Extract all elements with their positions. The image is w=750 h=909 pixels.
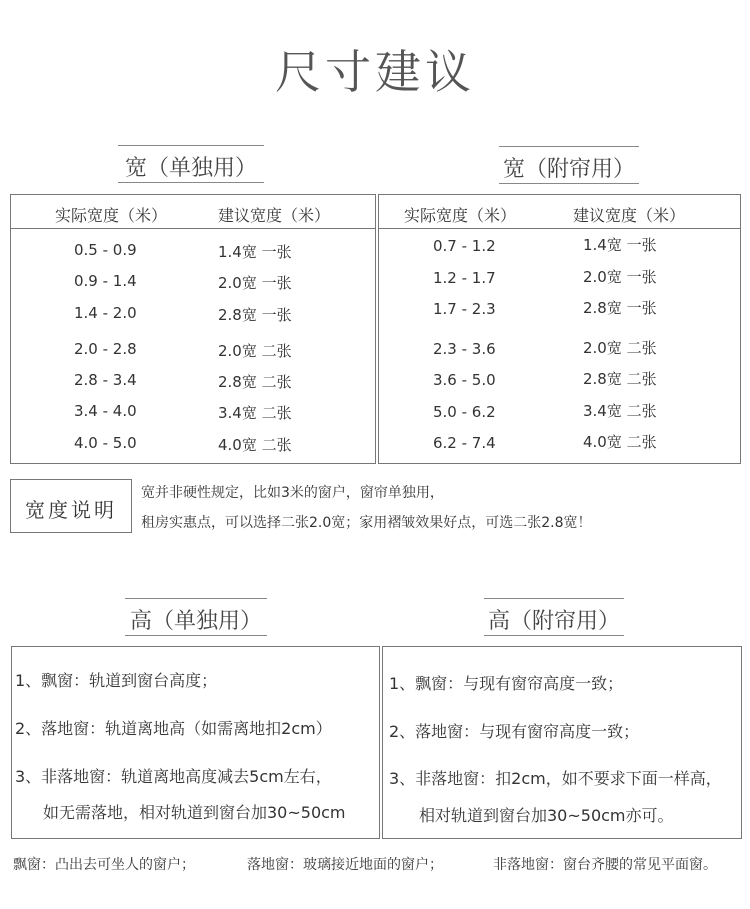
table-cell: 1.4 - 2.0 [74,304,137,322]
title-top-rule [118,145,264,146]
width-note-line-2: 租房实惠点，可以选择二张2.0宽；家用褶皱效果好点，可选二张2.8宽！ [141,515,592,531]
table-cell: 0.7 - 1.2 [433,237,496,255]
table-cell: 2.0宽 一张 [583,268,657,286]
table-cell: 2.0宽 二张 [218,342,292,360]
width-note-label: 宽度说明 [25,498,117,522]
width-standalone-title [118,145,264,183]
header-divider [11,228,375,229]
table-cell: 2.3 - 3.6 [433,340,496,358]
col-suggested-width: 建议宽度（米） [218,206,331,225]
page-title: 尺寸建议 [275,45,475,99]
table-cell: 1.7 - 2.3 [433,300,496,318]
col-actual-width: 实际宽度（米） [55,206,168,225]
table-cell: 0.5 - 0.9 [74,241,137,259]
title-top-rule [484,598,624,599]
table-cell: 3.4宽 二张 [218,404,292,422]
table-cell: 2.8 - 3.4 [74,371,137,389]
width-note-label-box [10,479,132,533]
table-cell: 3.4 - 4.0 [74,402,137,420]
table-cell: 3.6 - 5.0 [433,371,496,389]
height-standalone-item-1: 1、飘窗：轨道到窗台高度； [15,671,218,690]
height-standalone-item-3-cont: 如无需落地，相对轨道到窗台加30~50cm [43,803,346,822]
table-cell: 2.8宽 二张 [583,370,657,388]
title-top-rule [499,146,639,147]
title-bottom-rule [118,182,264,183]
title-bottom-rule [125,635,267,636]
title-top-rule [125,598,267,599]
width-curtain-title-text: 宽（附帘用） [502,157,635,182]
footer-definition-regular-window: 非落地窗：窗台齐腰的常见平面窗。 [493,857,717,873]
title-bottom-rule [484,635,624,636]
table-cell: 2.0宽 二张 [583,339,657,357]
header-divider [379,228,740,229]
table-cell: 2.8宽 二张 [218,373,292,391]
footer-definition-floor-window: 落地窗：玻璃接近地面的窗户； [247,857,443,873]
table-cell: 1.2 - 1.7 [433,269,496,287]
table-cell: 2.0宽 一张 [218,274,292,292]
width-curtain-title [499,146,639,184]
footer-definition-bay-window: 飘窗：凸出去可坐人的窗户； [13,857,195,873]
width-standalone-title-text: 宽（单独用） [124,156,257,181]
height-standalone-box [11,646,380,839]
table-cell: 1.4宽 一张 [218,243,292,261]
table-cell: 2.0 - 2.8 [74,340,137,358]
table-cell: 5.0 - 6.2 [433,403,496,421]
table-cell: 4.0宽 二张 [218,436,292,454]
table-cell: 1.4宽 一张 [583,236,657,254]
height-curtain-title-text: 高（附帘用） [487,609,620,634]
table-cell: 2.8宽 一张 [583,299,657,317]
width-curtain-table [378,194,741,464]
col-actual-width: 实际宽度（米） [404,206,517,225]
height-standalone-item-3: 3、非落地窗：轨道离地高度减去5cm左右， [15,767,332,786]
table-cell: 2.8宽 一张 [218,306,292,324]
height-curtain-item-1: 1、飘窗：与现有窗帘高度一致； [389,674,624,693]
height-standalone-title-text: 高（单独用） [129,609,262,634]
height-standalone-title [125,598,267,636]
height-curtain-item-3-cont: 相对轨道到窗台加30~50cm亦可。 [419,806,674,825]
width-note-line-1: 宽并非硬性规定，比如3米的窗户，窗帘单独用， [141,485,444,501]
table-cell: 0.9 - 1.4 [74,272,137,290]
table-cell: 6.2 - 7.4 [433,434,496,452]
table-cell: 4.0宽 二张 [583,433,657,451]
col-suggested-width: 建议宽度（米） [573,206,686,225]
height-curtain-item-3: 3、非落地窗：扣2cm，如不要求下面一样高， [389,769,722,788]
table-cell: 4.0 - 5.0 [74,434,137,452]
width-standalone-table [10,194,376,464]
height-curtain-box [382,646,742,839]
table-cell: 3.4宽 二张 [583,402,657,420]
title-bottom-rule [499,183,639,184]
height-curtain-title [484,598,624,636]
height-standalone-item-2: 2、落地窗：轨道离地高（如需离地扣2cm） [15,719,332,738]
height-curtain-item-2: 2、落地窗：与现有窗帘高度一致； [389,722,640,741]
